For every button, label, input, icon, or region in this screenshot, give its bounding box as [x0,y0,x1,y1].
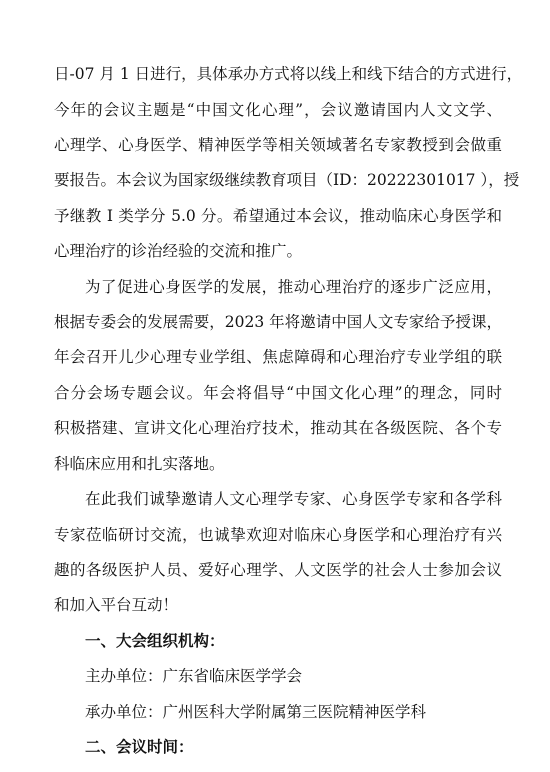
section-2-heading: 二、会议时间： [85,738,194,756]
paragraph-2-line-1: 为了促进心身医学的发展，推动心理治疗的逐步广泛应用， [85,278,502,296]
paragraph-3-line-1: 在此我们诚挚邀请人文心理学专家、心身医学专家和各学科 [85,490,502,508]
paragraph-1-line-3: 心理学、心身医学、精神医学等相关领域著名专家教授到会做重 [54,136,502,154]
section-1-heading: 一、大会组织机构： [85,632,225,650]
paragraph-2-line-4: 合分会场专题会议。年会将倡导“中国文化心理”的理念，同时 [54,384,502,402]
paragraph-1-line-4: 要报告。本会议为国家级继续教育项目（ID：20222301017 ），授 [54,171,520,189]
paragraph-1-line-5: 予继教 I 类学分 5.0 分。希望通过本会议，推动临床心身医学和 [54,207,502,225]
paragraph-2-line-2: 根据专委会的发展需要，2023 年将邀请中国人文专家给予授课， [54,313,502,331]
paragraph-1-line-2: 今年的会议主题是“中国文化心理”，会议邀请国内人文文学、 [54,101,502,119]
organizer-unit: 承办单位：广州医科大学附属第三医院精神医学科 [85,703,427,721]
host-unit: 主办单位：广东省临床医学学会 [85,667,303,685]
paragraph-3-line-3: 趣的各级医护人员、爱好心理学、人文医学的社会人士参加会议 [54,561,502,579]
paragraph-2-line-6: 科临床应用和扎实落地。 [54,455,225,473]
paragraph-2-line-5: 积极搭建、宣讲文化心理治疗技术，推动其在各级医院、各个专 [54,419,502,437]
paragraph-1-line-6: 心理治疗的诊治经验的交流和推广。 [54,242,303,260]
paragraph-3-line-4: 和加入平台互动！ [54,596,179,614]
paragraph-1-line-1: 日-07 月 1 日进行，具体承办方式将以线上和线下结合的方式进行， [54,65,523,83]
paragraph-2-line-3: 年会召开儿少心理专业学组、焦虑障碍和心理治疗专业学组的联 [54,348,502,366]
paragraph-3-line-2: 专家莅临研讨交流，也诚挚欢迎对临床心身医学和心理治疗有兴 [54,526,502,544]
